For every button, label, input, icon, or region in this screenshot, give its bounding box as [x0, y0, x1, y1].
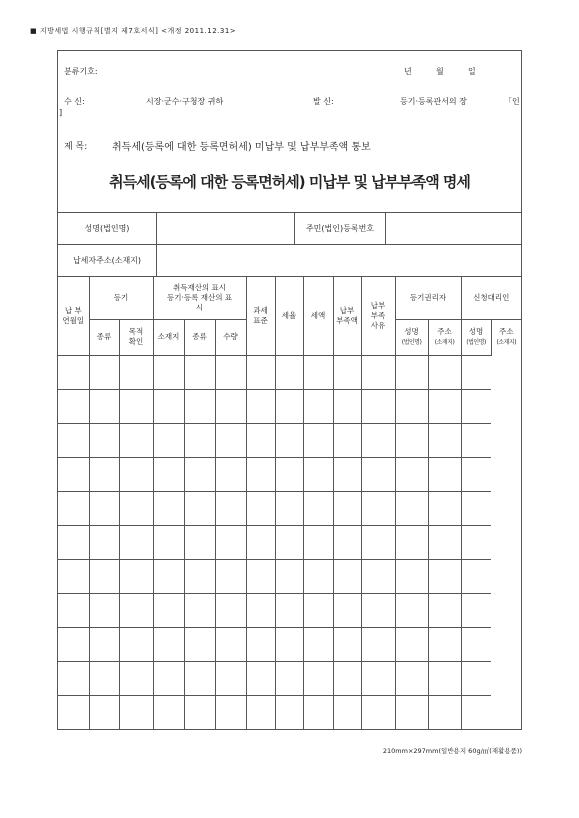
table-row [58, 355, 521, 389]
header-payment-date: 납 부 연월일 [58, 277, 89, 355]
table-cell[interactable] [215, 355, 246, 389]
table-cell[interactable] [361, 695, 395, 729]
table-cell[interactable] [184, 593, 215, 627]
table-cell[interactable] [153, 695, 184, 729]
table-cell[interactable] [303, 355, 333, 389]
table-cell[interactable] [428, 525, 461, 559]
rights-holder-name-label: 성명 [404, 326, 419, 336]
table-cell[interactable] [153, 525, 184, 559]
table-row [58, 593, 521, 627]
table-cell[interactable] [275, 389, 303, 423]
table-cell[interactable] [89, 457, 119, 491]
seal-mark-close: ] [59, 108, 63, 117]
table-cell[interactable] [246, 355, 275, 389]
table-cell[interactable] [184, 661, 215, 695]
table-cell[interactable] [119, 457, 153, 491]
table-cell[interactable] [153, 423, 184, 457]
table-cell[interactable] [461, 559, 491, 593]
table-row [58, 457, 521, 491]
rights-holder-name-sublabel: (법인명) [401, 339, 422, 346]
table-cell[interactable] [153, 627, 184, 661]
table-cell[interactable] [215, 559, 246, 593]
table-cell[interactable] [246, 525, 275, 559]
table-cell[interactable] [395, 661, 428, 695]
table-row [58, 389, 521, 423]
table-cell[interactable] [395, 457, 428, 491]
agent-name-label: 성명 [468, 326, 484, 336]
table-cell[interactable] [333, 525, 361, 559]
table-cell[interactable] [89, 695, 119, 729]
table-cell[interactable] [428, 627, 461, 661]
table-row [58, 423, 521, 457]
table-cell[interactable] [119, 559, 153, 593]
table-cell[interactable] [246, 491, 275, 525]
table-cell[interactable] [275, 627, 303, 661]
recipient-value: 시장·군수·구청장 귀하 [146, 97, 224, 106]
table-row [58, 559, 521, 593]
table-cell[interactable] [461, 525, 491, 559]
table-cell[interactable] [395, 593, 428, 627]
table-cell[interactable] [184, 389, 215, 423]
table-cell[interactable] [58, 661, 89, 695]
table-cell[interactable] [333, 627, 361, 661]
table-cell[interactable] [215, 695, 246, 729]
table-cell[interactable] [461, 661, 491, 695]
table-cell[interactable] [395, 525, 428, 559]
table-cell[interactable] [184, 355, 215, 389]
table-cell[interactable] [361, 423, 395, 457]
table-cell[interactable] [275, 423, 303, 457]
table-cell[interactable] [303, 389, 333, 423]
table-cell[interactable] [58, 593, 89, 627]
table-cell[interactable] [275, 559, 303, 593]
table-cell[interactable] [246, 457, 275, 491]
table-cell[interactable] [58, 525, 89, 559]
table-cell[interactable] [275, 695, 303, 729]
table-cell[interactable] [333, 559, 361, 593]
paper-spec-footer: 210mm×297mm(일반용지 60g/㎡(재활용품)) [382, 747, 522, 755]
table-cell[interactable] [119, 525, 153, 559]
table-cell[interactable] [215, 457, 246, 491]
document-title: 취득세(등록에 대한 등록면허세) 미납부 및 납부부족액 명세 [109, 173, 470, 191]
table-cell[interactable] [361, 457, 395, 491]
rights-holder-address-label: 주소 [437, 326, 452, 336]
table-cell[interactable] [275, 525, 303, 559]
table-cell[interactable] [333, 457, 361, 491]
subheader-purpose-check: 목적 확인 [119, 319, 153, 355]
subheader-agent-name [461, 319, 491, 355]
table-cell[interactable] [275, 491, 303, 525]
table-cell[interactable] [428, 457, 461, 491]
table-cell[interactable] [184, 423, 215, 457]
header-asset-description: 취득재산의 표시 등기·등록 재산의 표 시 [153, 277, 246, 319]
table-row [58, 695, 521, 729]
table-cell[interactable] [246, 389, 275, 423]
table-cell[interactable] [89, 559, 119, 593]
date-year-label: 년 [404, 67, 412, 76]
table-cell[interactable] [303, 525, 333, 559]
table-cell[interactable] [153, 457, 184, 491]
subheader-agent-address [491, 319, 521, 355]
table-cell[interactable] [58, 355, 89, 389]
class-no-label: 분류기호: [64, 67, 98, 76]
table-cell[interactable] [89, 355, 119, 389]
table-cell[interactable] [461, 389, 491, 423]
table-cell[interactable] [119, 491, 153, 525]
header-shortfall: 납부 부족액 [333, 277, 361, 355]
table-cell[interactable] [58, 389, 89, 423]
header-tax-amount: 세액 [303, 277, 333, 355]
table-cell[interactable] [184, 525, 215, 559]
table-cell[interactable] [395, 559, 428, 593]
subheader-asset-kind: 종류 [184, 319, 215, 355]
table-cell[interactable] [461, 457, 491, 491]
subheader-rights-holder-address [428, 319, 461, 355]
subheader-location: 소재지 [153, 319, 184, 355]
table-cell[interactable] [333, 423, 361, 457]
table-cell[interactable] [153, 593, 184, 627]
table-cell[interactable] [184, 457, 215, 491]
table-row [58, 525, 521, 559]
rights-holder-address-sublabel: (소재지) [434, 339, 455, 346]
table-row [58, 491, 521, 525]
table-cell[interactable] [303, 559, 333, 593]
detail-table [58, 277, 521, 729]
agent-name-sublabel: (법인명) [466, 339, 486, 346]
table-cell[interactable] [153, 389, 184, 423]
table-cell[interactable] [58, 423, 89, 457]
table-cell[interactable] [303, 627, 333, 661]
table-cell[interactable] [89, 525, 119, 559]
table-cell[interactable] [153, 559, 184, 593]
seal-mark-open: 「인 [504, 97, 520, 106]
table-cell[interactable] [461, 593, 491, 627]
taxpayer-info-table [58, 213, 521, 277]
date-day-label: 일 [468, 67, 476, 76]
form-top-block [58, 51, 521, 213]
table-cell[interactable] [428, 491, 461, 525]
table-cell[interactable] [395, 423, 428, 457]
subject-value: 취득세(등록에 대한 등록면허세) 미납부 및 납부부족액 통보 [112, 142, 371, 153]
header-tax-rate: 세율 [275, 277, 303, 355]
table-cell[interactable] [153, 491, 184, 525]
table-cell[interactable] [333, 593, 361, 627]
table-cell[interactable] [246, 559, 275, 593]
table-cell[interactable] [428, 389, 461, 423]
table-cell[interactable] [303, 491, 333, 525]
table-cell[interactable] [119, 627, 153, 661]
table-cell[interactable] [215, 627, 246, 661]
table-cell[interactable] [184, 491, 215, 525]
subheader-quantity: 수량 [215, 319, 246, 355]
table-cell[interactable] [428, 423, 461, 457]
table-cell[interactable] [275, 593, 303, 627]
table-cell[interactable] [303, 661, 333, 695]
table-cell[interactable] [215, 423, 246, 457]
table-cell[interactable] [461, 695, 491, 729]
table-cell[interactable] [246, 661, 275, 695]
table-cell[interactable] [461, 627, 491, 661]
recipient-label: 수 신: [64, 97, 85, 106]
table-cell[interactable] [119, 695, 153, 729]
table-cell[interactable] [215, 593, 246, 627]
table-cell[interactable] [428, 695, 461, 729]
table-cell[interactable] [461, 491, 491, 525]
table-cell[interactable] [395, 389, 428, 423]
table-cell[interactable] [89, 593, 119, 627]
table-cell[interactable] [89, 423, 119, 457]
header-agent: 신청대리인 [461, 277, 521, 319]
table-cell[interactable] [333, 355, 361, 389]
id-number-field[interactable] [386, 213, 522, 245]
subheader-rights-holder-name [395, 319, 428, 355]
table-cell[interactable] [215, 525, 246, 559]
subheader-registry-type: 종류 [89, 319, 119, 355]
header-shortfall-reason: 납부 부족 사유 [361, 277, 395, 355]
table-cell[interactable] [246, 695, 275, 729]
table-cell[interactable] [361, 525, 395, 559]
table-cell[interactable] [119, 389, 153, 423]
table-cell[interactable] [428, 559, 461, 593]
name-field[interactable] [157, 213, 295, 245]
table-cell[interactable] [153, 661, 184, 695]
form-reference-note: ■ 지방세법 시행규칙[별지 제7호서식] <개정 2011.12.31> [30, 27, 237, 35]
id-number-label: 주민(법인)등록번호 [295, 213, 386, 245]
notice-form [57, 50, 522, 730]
table-cell[interactable] [361, 593, 395, 627]
table-cell[interactable] [246, 627, 275, 661]
table-cell[interactable] [395, 355, 428, 389]
table-cell[interactable] [333, 389, 361, 423]
date-month-label: 월 [436, 67, 444, 76]
table-cell[interactable] [215, 661, 246, 695]
table-cell[interactable] [333, 695, 361, 729]
table-cell[interactable] [303, 593, 333, 627]
table-cell[interactable] [275, 661, 303, 695]
table-cell[interactable] [89, 661, 119, 695]
table-cell[interactable] [361, 389, 395, 423]
table-cell[interactable] [89, 389, 119, 423]
table-cell[interactable] [153, 355, 184, 389]
table-cell[interactable] [395, 695, 428, 729]
sender-label: 발 신: [313, 97, 334, 106]
table-cell[interactable] [58, 695, 89, 729]
table-cell[interactable] [461, 423, 491, 457]
table-cell[interactable] [89, 491, 119, 525]
header-tax-base: 과세 표준 [246, 277, 275, 355]
table-cell[interactable] [428, 593, 461, 627]
table-cell[interactable] [303, 457, 333, 491]
table-cell[interactable] [215, 491, 246, 525]
table-cell[interactable] [428, 355, 461, 389]
table-cell[interactable] [184, 627, 215, 661]
table-cell[interactable] [428, 661, 461, 695]
table-cell[interactable] [361, 559, 395, 593]
table-cell[interactable] [58, 627, 89, 661]
table-cell[interactable] [361, 491, 395, 525]
address-field[interactable] [157, 245, 522, 277]
table-cell[interactable] [361, 355, 395, 389]
table-cell[interactable] [461, 355, 491, 389]
table-row [58, 661, 521, 695]
agent-address-label: 주소 [499, 327, 514, 337]
table-cell[interactable] [89, 627, 119, 661]
name-label: 성명(법인명) [58, 213, 157, 245]
table-cell[interactable] [246, 593, 275, 627]
table-row [58, 627, 521, 661]
address-label: 납세자주소(소재지) [58, 245, 157, 277]
subject-label: 제 목: [64, 142, 88, 152]
agent-address-sublabel: (소재지) [496, 339, 517, 347]
table-cell[interactable] [395, 627, 428, 661]
table-cell[interactable] [275, 355, 303, 389]
header-rights-holder: 등기권리자 [395, 277, 461, 319]
table-cell[interactable] [303, 695, 333, 729]
table-cell[interactable] [119, 661, 153, 695]
table-cell[interactable] [119, 423, 153, 457]
header-registry: 등기 [89, 277, 153, 319]
table-cell[interactable] [361, 627, 395, 661]
table-cell[interactable] [246, 423, 275, 457]
table-cell[interactable] [361, 661, 395, 695]
sender-value: 등기·등록관서의 장 [400, 97, 467, 106]
table-cell[interactable] [58, 559, 89, 593]
table-cell[interactable] [215, 389, 246, 423]
table-cell[interactable] [333, 661, 361, 695]
table-cell[interactable] [395, 491, 428, 525]
table-cell[interactable] [58, 491, 89, 525]
table-cell[interactable] [275, 457, 303, 491]
table-cell[interactable] [303, 423, 333, 457]
table-cell[interactable] [119, 355, 153, 389]
table-cell[interactable] [184, 695, 215, 729]
table-cell[interactable] [58, 457, 89, 491]
table-cell[interactable] [119, 593, 153, 627]
table-cell[interactable] [184, 559, 215, 593]
table-cell[interactable] [333, 491, 361, 525]
